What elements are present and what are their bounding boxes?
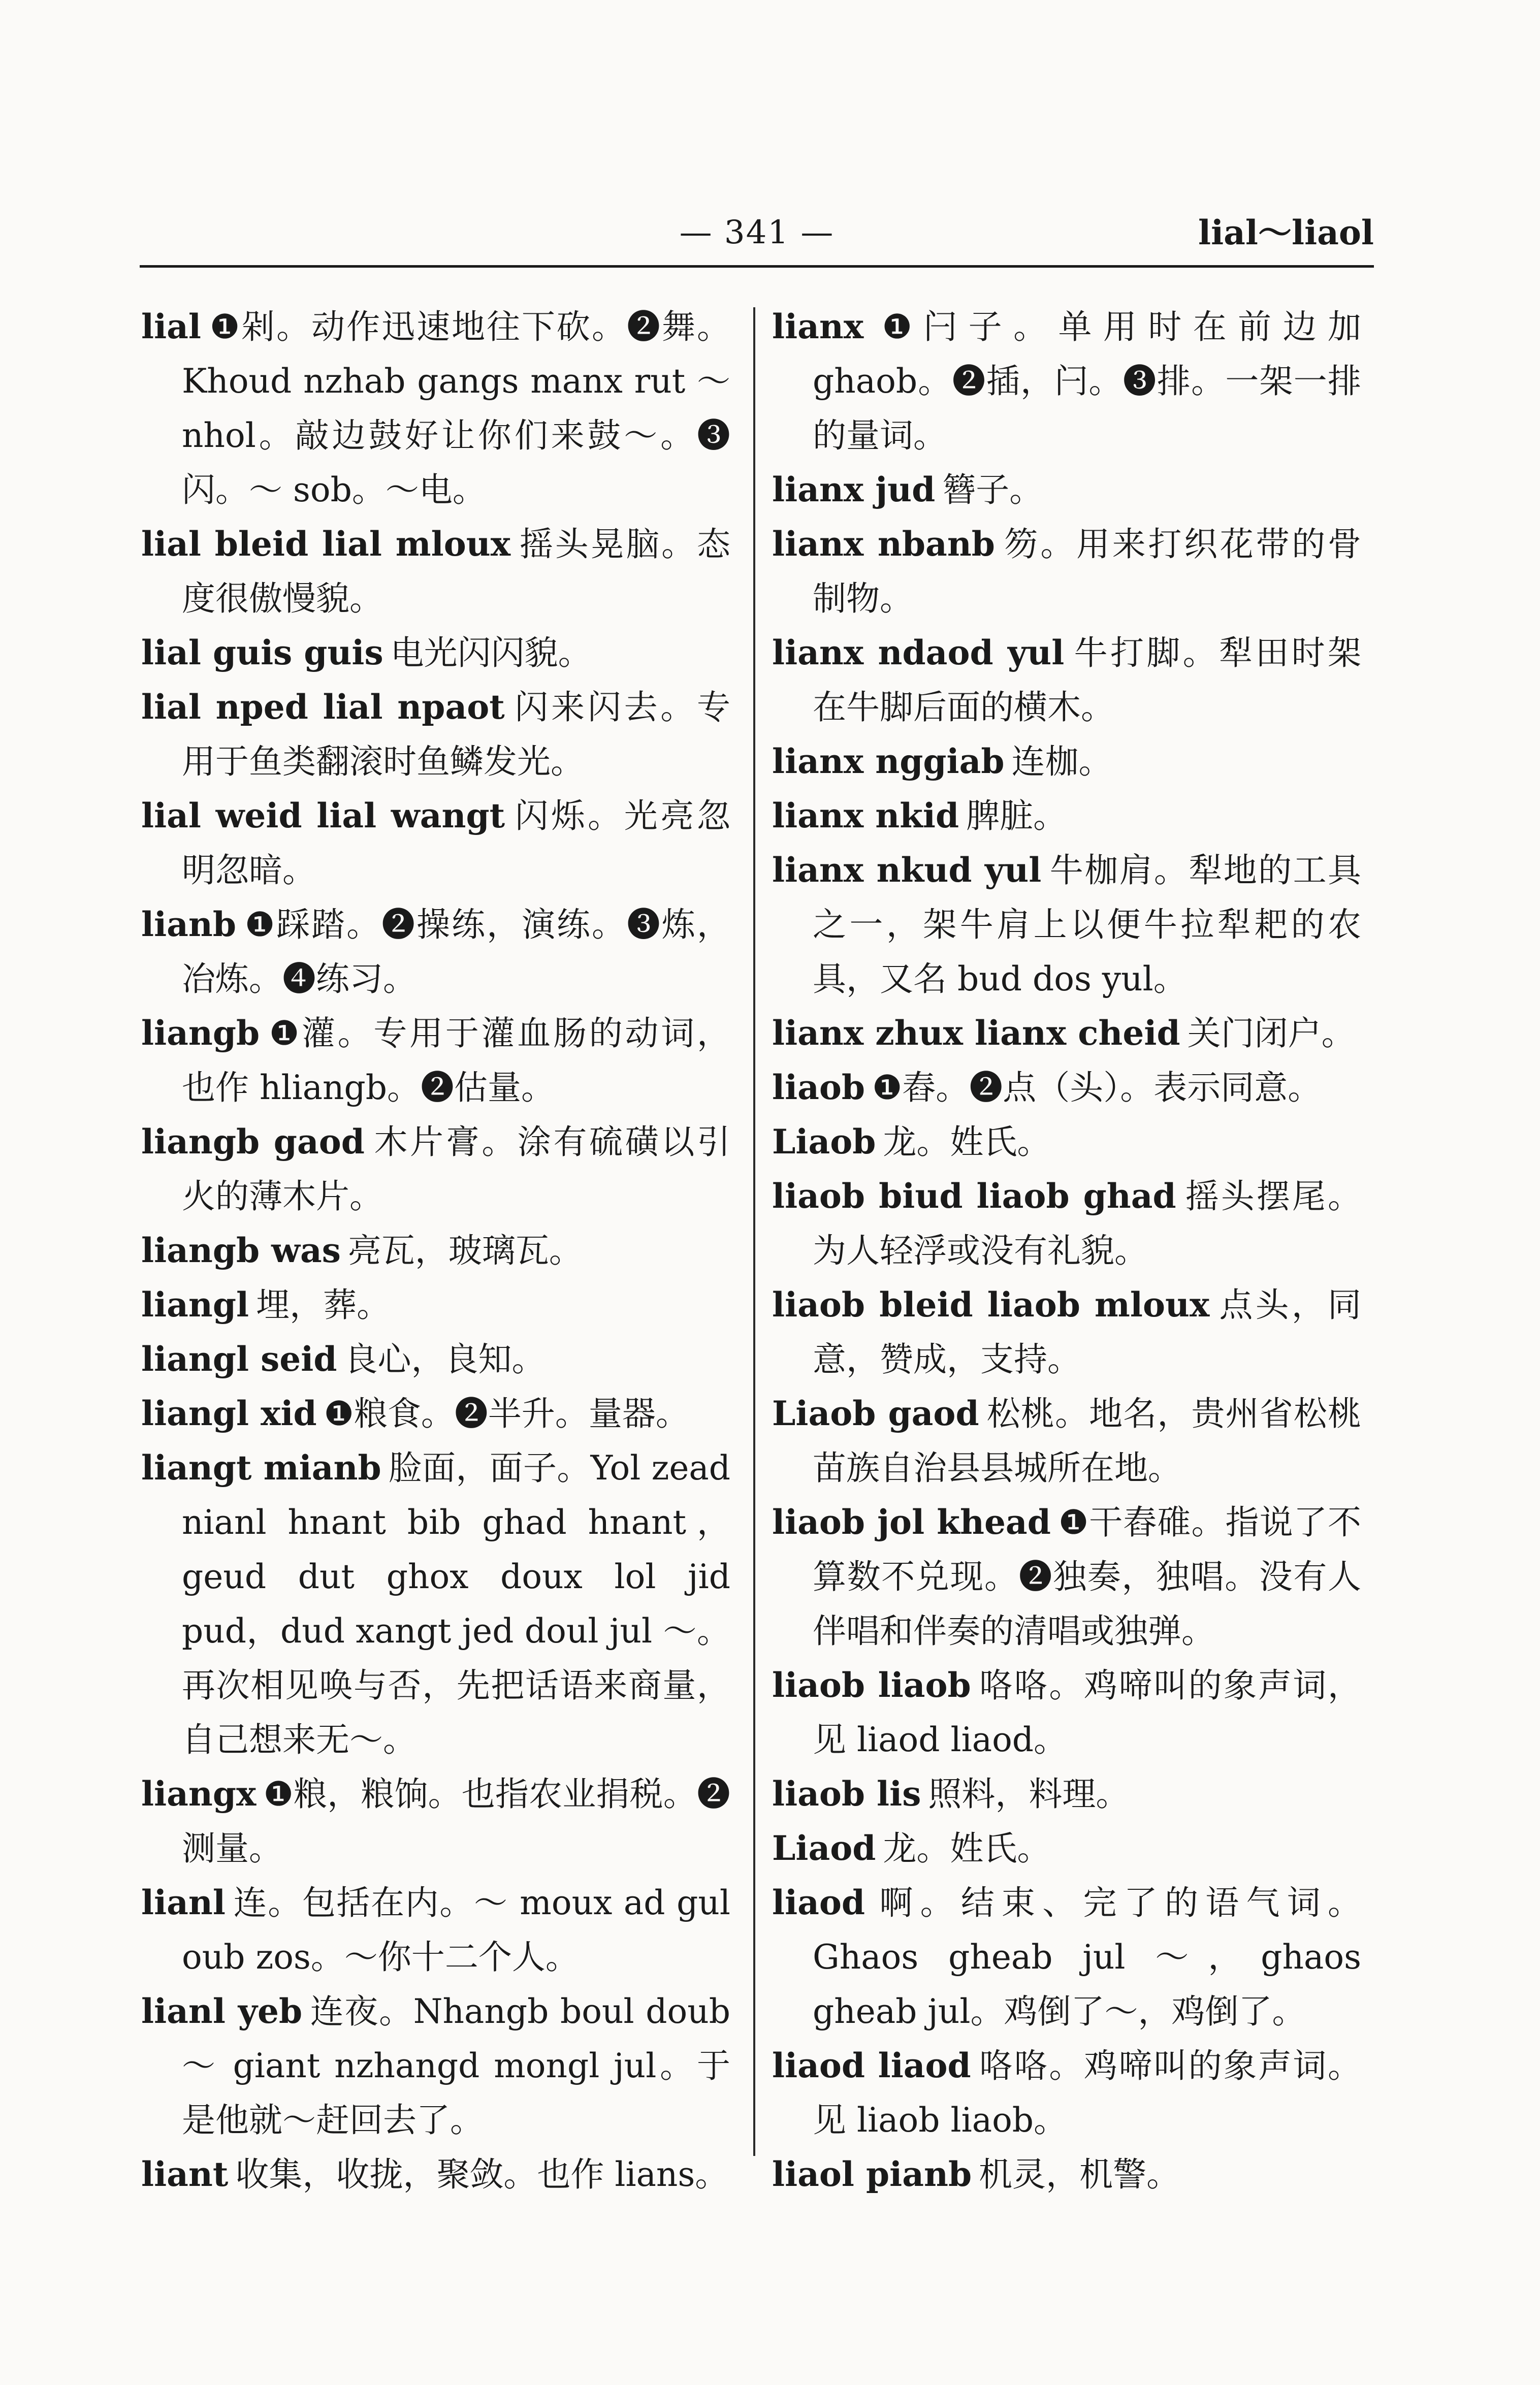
right-column [772, 300, 1361, 2202]
entry-headword: liaob liaob [772, 1665, 971, 1705]
dictionary-entry [772, 789, 1361, 843]
entry-definition: ❶闩子。单用时在前边加 ghaob。❷插，闩。❸排。一架一排的量词。 [813, 307, 1361, 455]
entry-headword: lial guis guis [141, 633, 383, 672]
entry-definition: 关门闭户。 [1187, 1014, 1355, 1053]
dictionary-entry [141, 2147, 730, 2202]
header-rule [140, 265, 1374, 268]
dictionary-entry [772, 1060, 1361, 1115]
entry-definition: ❶干舂碓。指说了不算数不兑现。❷独奏，独唱。没有人伴唱和伴奏的清唱或独弹。 [813, 1503, 1361, 1651]
running-head: lial～liaol [1198, 213, 1374, 252]
entry-headword: Liaob [772, 1122, 876, 1162]
dictionary-entry [141, 626, 730, 680]
entry-headword: lianx nkud yul [772, 850, 1042, 890]
entry-headword: lianx nbanb [772, 524, 995, 564]
dictionary-entry [772, 1278, 1361, 1387]
dictionary-entry [772, 517, 1361, 626]
entry-headword: liangl xid [141, 1394, 317, 1433]
entry-definition: 脸面，面子。Yol zead nianl hnant bib ghad hnant，geud dut ghox doux lol jid pud，dud xangt jed doul jul ～。再次相见唤与否，先把话语来商量，自己想来无～。 [182, 1448, 731, 1759]
entry-headword: lianb [141, 905, 237, 944]
entry-definition: 松桃。地名，贵州省松桃苗族自治县县城所在地。 [813, 1394, 1361, 1488]
entry-definition: 牛枷肩。犁地的工具之一，架牛肩上以便牛拉犁耙的农具，又名 bud dos yul。 [813, 851, 1361, 998]
dictionary-entry [772, 1169, 1361, 1278]
entry-definition: 啊。结束、完了的语气词。Ghaos gheab jul ～，ghaos gheab jul。鸡倒了～，鸡倒了。 [813, 1883, 1361, 2031]
left-column [141, 300, 730, 2202]
entry-definition: 木片膏。涂有硫磺以引火的薄木片。 [182, 1122, 730, 1216]
entry-definition: 龙。姓氏。 [883, 1829, 1051, 1868]
entry-headword: liangl seid [141, 1339, 337, 1379]
entry-definition: ❶剁。动作迅速地往下砍。❷舞。Khoud nzhab gangs manx rut ～ nhol。敲边鼓好让你们来鼓～。❸闪。～ sob。～电。 [182, 307, 730, 509]
entry-definition: ❶踩踏。❷操练，演练。❸炼，冶炼。❹练习。 [182, 905, 730, 998]
dictionary-entry [141, 789, 730, 897]
entry-definition: 簪子。 [942, 470, 1043, 509]
entry-headword: liangb was [141, 1231, 341, 1270]
entry-headword: liangl [141, 1285, 249, 1325]
entry-headword: lianl yeb [141, 1991, 303, 2031]
dictionary-entry [141, 1115, 730, 1223]
entry-headword: lial weid lial wangt [141, 796, 505, 835]
entry-headword: lial [141, 307, 201, 346]
dictionary-entry [772, 1495, 1361, 1658]
dictionary-entry [772, 1006, 1361, 1060]
entry-definition: 咯咯。鸡啼叫的象声词。见 liaob liaob。 [813, 2046, 1362, 2140]
entry-definition: ❶粮食。❷半升。量器。 [324, 1394, 689, 1433]
dictionary-entry [141, 1876, 730, 1984]
entry-headword: lianx nkid [772, 796, 959, 835]
dictionary-entry [141, 1278, 730, 1332]
entry-definition: ❶舂。❷点（头）。表示同意。 [872, 1068, 1322, 1107]
dictionary-entry [141, 680, 730, 789]
dictionary-entry [772, 1821, 1361, 1876]
dictionary-entry [141, 1332, 730, 1387]
entry-definition: 咯咯。鸡啼叫的象声词，见 liaod liaod。 [813, 1666, 1362, 1759]
dictionary-entry [141, 300, 730, 517]
page-number: — 341 — [679, 214, 835, 251]
entry-definition: 笏。用来打织花带的骨制物。 [813, 525, 1361, 618]
entry-definition: 埋，葬。 [256, 1285, 391, 1325]
entry-headword: liangb gaod [141, 1122, 365, 1162]
entry-headword: liangb [141, 1013, 260, 1053]
entry-headword: lianl [141, 1883, 226, 1922]
entry-definition: 闪烁。光亮忽明忽暗。 [182, 796, 731, 890]
dictionary-entry [141, 1223, 730, 1278]
entry-headword: liant [141, 2154, 229, 2194]
entry-headword: lial nped lial npaot [141, 687, 505, 727]
column-divider [753, 307, 755, 2156]
entry-definition: 摇头晃脑。态度很傲慢貌。 [182, 525, 730, 618]
entry-headword: lianx zhux lianx cheid [772, 1013, 1180, 1053]
dictionary-entry [141, 1441, 730, 1767]
entry-headword: lianx [772, 307, 864, 346]
dictionary-entry [141, 897, 730, 1006]
dictionary-entry [141, 1767, 730, 1876]
entry-headword: Liaob gaod [772, 1394, 979, 1433]
entry-headword: liaod [772, 1883, 865, 1922]
entry-definition: 闪来闪去。专用于鱼类翻滚时鱼鳞发光。 [182, 688, 730, 781]
entry-headword: lianx ndaod yul [772, 633, 1065, 672]
entry-headword: lianx jud [772, 470, 936, 509]
dictionary-entry [141, 517, 730, 626]
dictionary-entry [772, 463, 1361, 517]
entry-headword: liangx [141, 1774, 256, 1814]
entry-definition: 连夜。Nhangb boul doub ～ giant nzhangd mongl jul。于是他就～赶回去了。 [182, 1992, 730, 2140]
dictionary-entry [772, 2039, 1361, 2147]
entry-headword: lial bleid lial mloux [141, 524, 511, 564]
dictionary-entry [141, 1006, 730, 1115]
dictionary-entry [772, 843, 1361, 1006]
entry-headword: liaob bleid liaob mloux [772, 1285, 1210, 1325]
entry-definition: 收集，收拢，聚敛。也作 lians。 [235, 2155, 729, 2194]
dictionary-entry [772, 734, 1361, 789]
entry-headword: liaob biud liaob ghad [772, 1176, 1176, 1216]
dictionary-entry [141, 1387, 730, 1441]
entry-definition: 机灵，机警。 [979, 2155, 1180, 2194]
page-header [140, 212, 1374, 273]
entry-definition: ❶灌。专用于灌血肠的动词，也作 hliangb。❷估量。 [182, 1014, 730, 1107]
entry-definition: ❶粮，粮饷。也指农业捐税。❷测量。 [182, 1775, 730, 1868]
entry-headword: liaob jol khead [772, 1502, 1051, 1542]
entry-definition: 亮瓦，玻璃瓦。 [347, 1231, 583, 1270]
entry-definition: 电光闪闪貌。 [390, 633, 592, 672]
entry-definition: 良心，良知。 [344, 1340, 546, 1379]
entry-definition: 牛打脚。犁田时架在牛脚后面的横木。 [813, 633, 1361, 727]
entry-headword: liaob [772, 1068, 865, 1107]
entry-definition: 龙。姓氏。 [883, 1122, 1051, 1162]
dictionary-entry [772, 626, 1361, 734]
entry-headword: liaol pianb [772, 2154, 972, 2194]
entry-definition: 脾脏。 [966, 796, 1067, 835]
entry-definition: 摇头摆尾。为人轻浮或没有礼貌。 [813, 1177, 1361, 1270]
entry-definition: 点头，同意，赞成，支持。 [813, 1285, 1361, 1379]
dictionary-entry [141, 1984, 730, 2147]
dictionary-entry [772, 300, 1361, 463]
dictionary-entry [772, 1876, 1361, 2039]
entry-definition: 连。包括在内。～ moux ad gul oub zos。～你十二个人。 [182, 1883, 730, 1977]
entry-headword: lianx nggiab [772, 742, 1005, 781]
dictionary-entry [772, 2147, 1361, 2202]
dictionary-entry [772, 1115, 1361, 1169]
dictionary-entry [772, 1387, 1361, 1495]
dictionary-entry [772, 1658, 1361, 1767]
entry-definition: 连枷。 [1011, 742, 1112, 781]
entry-headword: liangt mianb [141, 1448, 381, 1488]
entry-definition: 照料，料理。 [928, 1775, 1130, 1814]
entry-headword: liaob lis [772, 1774, 921, 1814]
entry-headword: liaod liaod [772, 2046, 971, 2085]
dictionary-entry [772, 1767, 1361, 1821]
entry-headword: Liaod [772, 1828, 876, 1868]
